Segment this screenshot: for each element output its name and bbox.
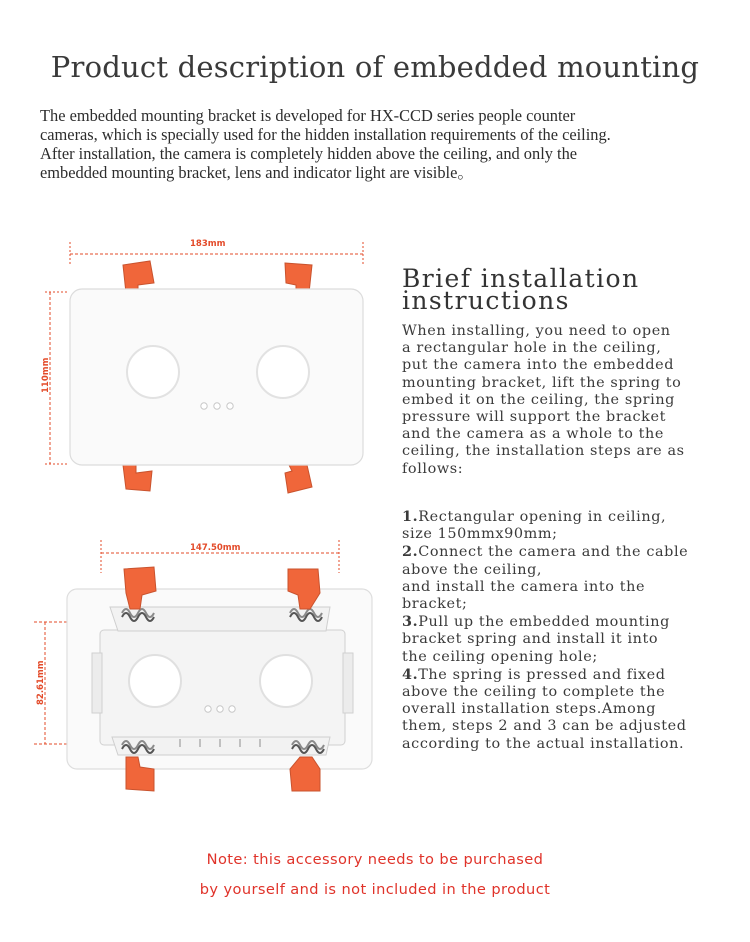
step-3 (402, 613, 688, 631)
step-line: above the ceiling, (402, 561, 543, 578)
clip-bottom-right (285, 465, 312, 493)
step-text: Pull up the embedded mounting (418, 614, 670, 631)
indicator-light (217, 706, 223, 712)
step-text: Connect the camera and the cable (418, 544, 689, 561)
indicator-light (201, 403, 207, 409)
step-line: size 150mmx90mm; (402, 526, 558, 543)
brief-line: ceiling, the installation steps are as (402, 443, 685, 460)
step-line: bracket; (402, 596, 468, 613)
brief-line: put the camera into the embedded (402, 357, 675, 374)
brief-title (402, 264, 742, 315)
step-line: according to the actual installation. (402, 735, 685, 752)
step-line: above the ceiling to complete the (402, 684, 666, 701)
installation-section (402, 264, 742, 752)
intro-line: embedded mounting bracket, lens and indicator light are visible。 (40, 163, 474, 182)
bracket-front-figure (30, 225, 390, 505)
indicator-light (227, 403, 233, 409)
brief-line: When installing, you need to open (402, 323, 671, 339)
lens-hole-left (129, 655, 181, 707)
step-line: the ceiling opening hole; (402, 648, 598, 665)
brief-line: embed it on the ceiling, the spring (402, 391, 675, 408)
height-label: 110mm (41, 357, 51, 393)
step-line: them, steps 2 and 3 can be adjusted (402, 718, 687, 735)
brief-line: pressure will support the bracket (402, 409, 666, 426)
purchase-note-line2: by yourself and is not included in the product (199, 881, 551, 898)
bracket-plate (70, 289, 363, 465)
indicator-light (214, 403, 220, 409)
bracket-spring-figure (30, 535, 390, 805)
step-number: 1. (402, 508, 419, 525)
steps-list (402, 508, 688, 753)
intro-paragraph (40, 106, 730, 182)
intro-line: The embedded mounting bracket is developed for HX-CCD series people counter (40, 106, 576, 125)
brief-line: mounting bracket, lift the spring to (402, 374, 682, 391)
clip-top-left (123, 261, 154, 293)
lens-hole-right (260, 655, 312, 707)
indicator-light (229, 706, 235, 712)
clip-bottom-left (123, 465, 152, 491)
step-line: and install the camera into the (402, 578, 646, 595)
step-line: bracket spring and install it into (402, 631, 659, 648)
step-4 (402, 666, 688, 684)
step-number: 4. (402, 665, 419, 683)
brief-title-line: Brief installation (402, 264, 640, 293)
brief-body (402, 323, 685, 478)
height-label: 82.61mm (36, 660, 46, 705)
brief-line: and the camera as a whole to the (402, 426, 665, 443)
step-line: overall installation steps.Among (402, 701, 657, 718)
intro-line: After installation, the camera is completely hidden above the ceiling, and only the (40, 144, 578, 163)
brief-line: a rectangular hole in the ceiling, (402, 340, 662, 357)
lens-hole-left (127, 346, 179, 398)
page-title: Product description of embedded mounting (50, 50, 700, 84)
step-text: The spring is pressed and fixed (418, 666, 666, 683)
step-number: 2. (402, 543, 419, 561)
lens-hole-right (257, 346, 309, 398)
step-2 (402, 543, 688, 561)
purchase-note-line1: Note: this accessory needs to be purchased (206, 851, 544, 868)
brief-line: follows: (402, 460, 464, 477)
width-label: 147.50mm (190, 543, 241, 553)
step-1 (402, 508, 688, 526)
step-text: Rectangular opening in ceiling, (418, 509, 667, 525)
brief-title-line: instructions (402, 286, 570, 315)
indicator-light (205, 706, 211, 712)
intro-line: cameras, which is specially used for the hidden installation requirements of the ceiling. (40, 125, 611, 144)
width-label: 183mm (190, 239, 226, 249)
step-number: 3. (402, 613, 419, 631)
